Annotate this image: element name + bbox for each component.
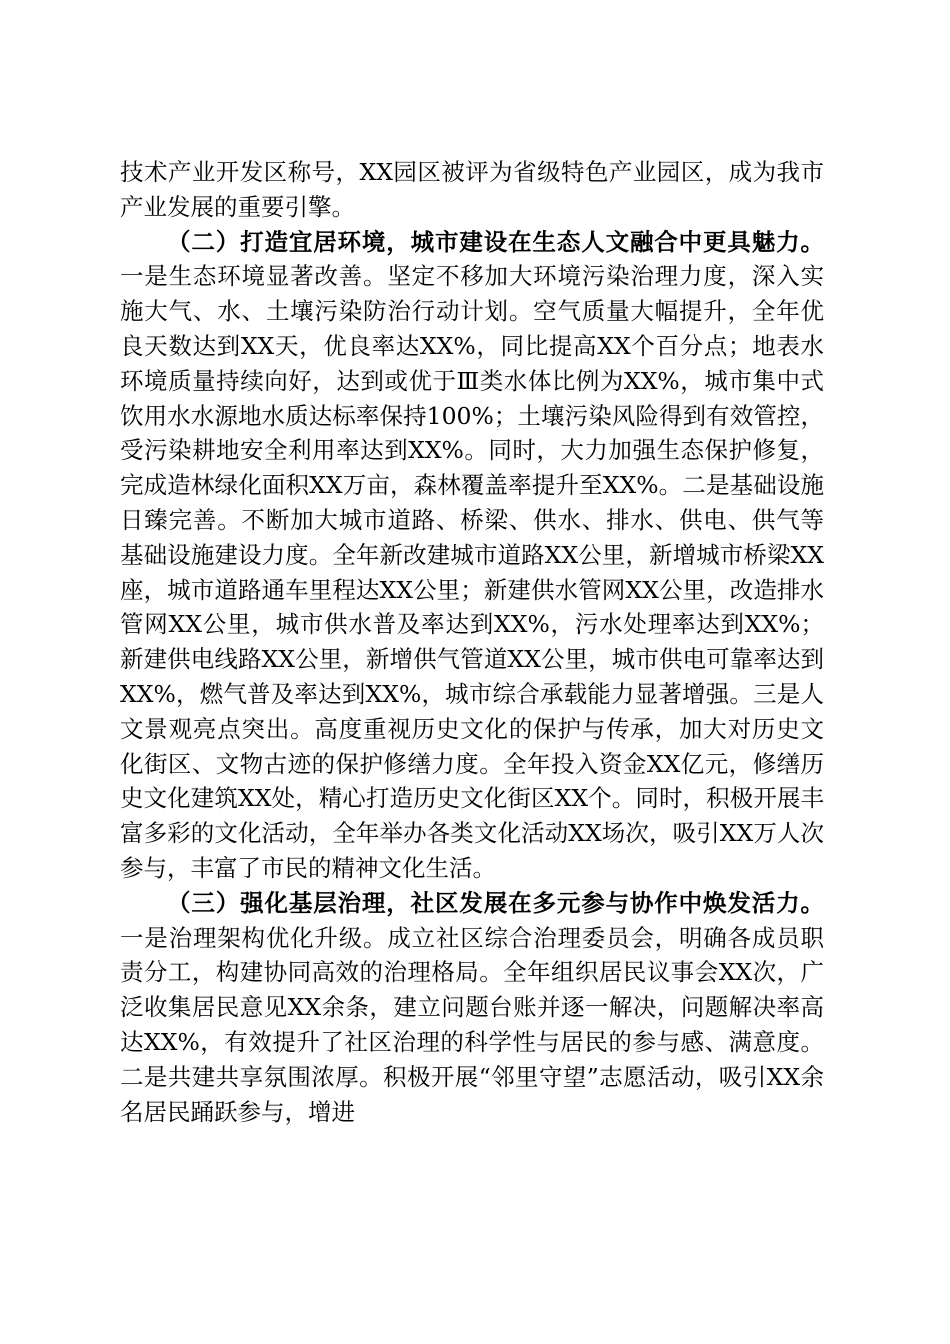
section-heading: （三）强化基层治理，社区发展在多元参与协作中焕发活力。 <box>167 888 824 917</box>
paragraph-section-3 <box>120 886 824 1130</box>
paragraph-body: 一是生态环境显著改善。坚定不移加大环境污染治理力度，深入实施大气、水、土壤污染防治行动计划。空气质量大幅提升，全年优良天数达到XX天，优良率达XX%，同比提高XX个百分点；地表水环境质量持续向好，达到或优于Ⅲ类水体比例为XX%，城市集中式饮用水水源地水质达标率保持100%；土壤污染风险得到有效管控，受污染耕地安全利用率达到XX%。同时，大力加强生态保护修复，完成造林绿化面积XX万亩，森林覆盖率提升至XX%。二是基础设施日臻完善。不断加大城市道路、桥梁、供水、排水、供电、供气等基础设施建设力度。全年新改建城市道路XX公里，新增城市桥梁XX座，城市道路通车里程达XX公里；新建供水管网XX公里，改造排水管网XX公里，城市供水普及率达到XX%，污水处理率达到XX%；新建供电线路XX公里，新增供气管道XX公里，城市供电可靠率达到XX%，燃气普及率达到XX%，城市综合承载能力显著增强。三是人文景观亮点突出。高度重视历史文化的保护与传承，加大对历史文化街区、文物古迹的保护修缮力度。全年投入资金XX亿元，修缮历史文化建筑XX处，精心打造历史文化街区XX个。同时，积极开展丰富多彩的文化活动，全年举办各类文化活动XX场次，吸引XX万人次参与，丰富了市民的精神文化生活。 <box>120 262 824 882</box>
section-heading: （二）打造宜居环境，城市建设在生态人文融合中更具魅力。 <box>167 227 824 256</box>
paragraph-continuation <box>120 155 824 225</box>
paragraph-section-2 <box>120 225 824 886</box>
paragraph-body: 一是治理架构优化升级。成立社区综合治理委员会，明确各成员职责分工，构建协同高效的治理格局。全年组织居民议事会XX次，广泛收集居民意见XX余条，建立问题台账并逐一解决，问题解决率高达XX%，有效提升了社区治理的科学性与居民的参与感、满意度。二是共建共享氛围浓厚。积极开展“邻里守望”志愿活动，吸引XX余名居民踊跃参与，增进 <box>120 923 824 1126</box>
paragraph-body: 技术产业开发区称号，XX园区被评为省级特色产业园区，成为我市产业发展的重要引擎。 <box>120 158 824 221</box>
document-page <box>120 155 824 1129</box>
